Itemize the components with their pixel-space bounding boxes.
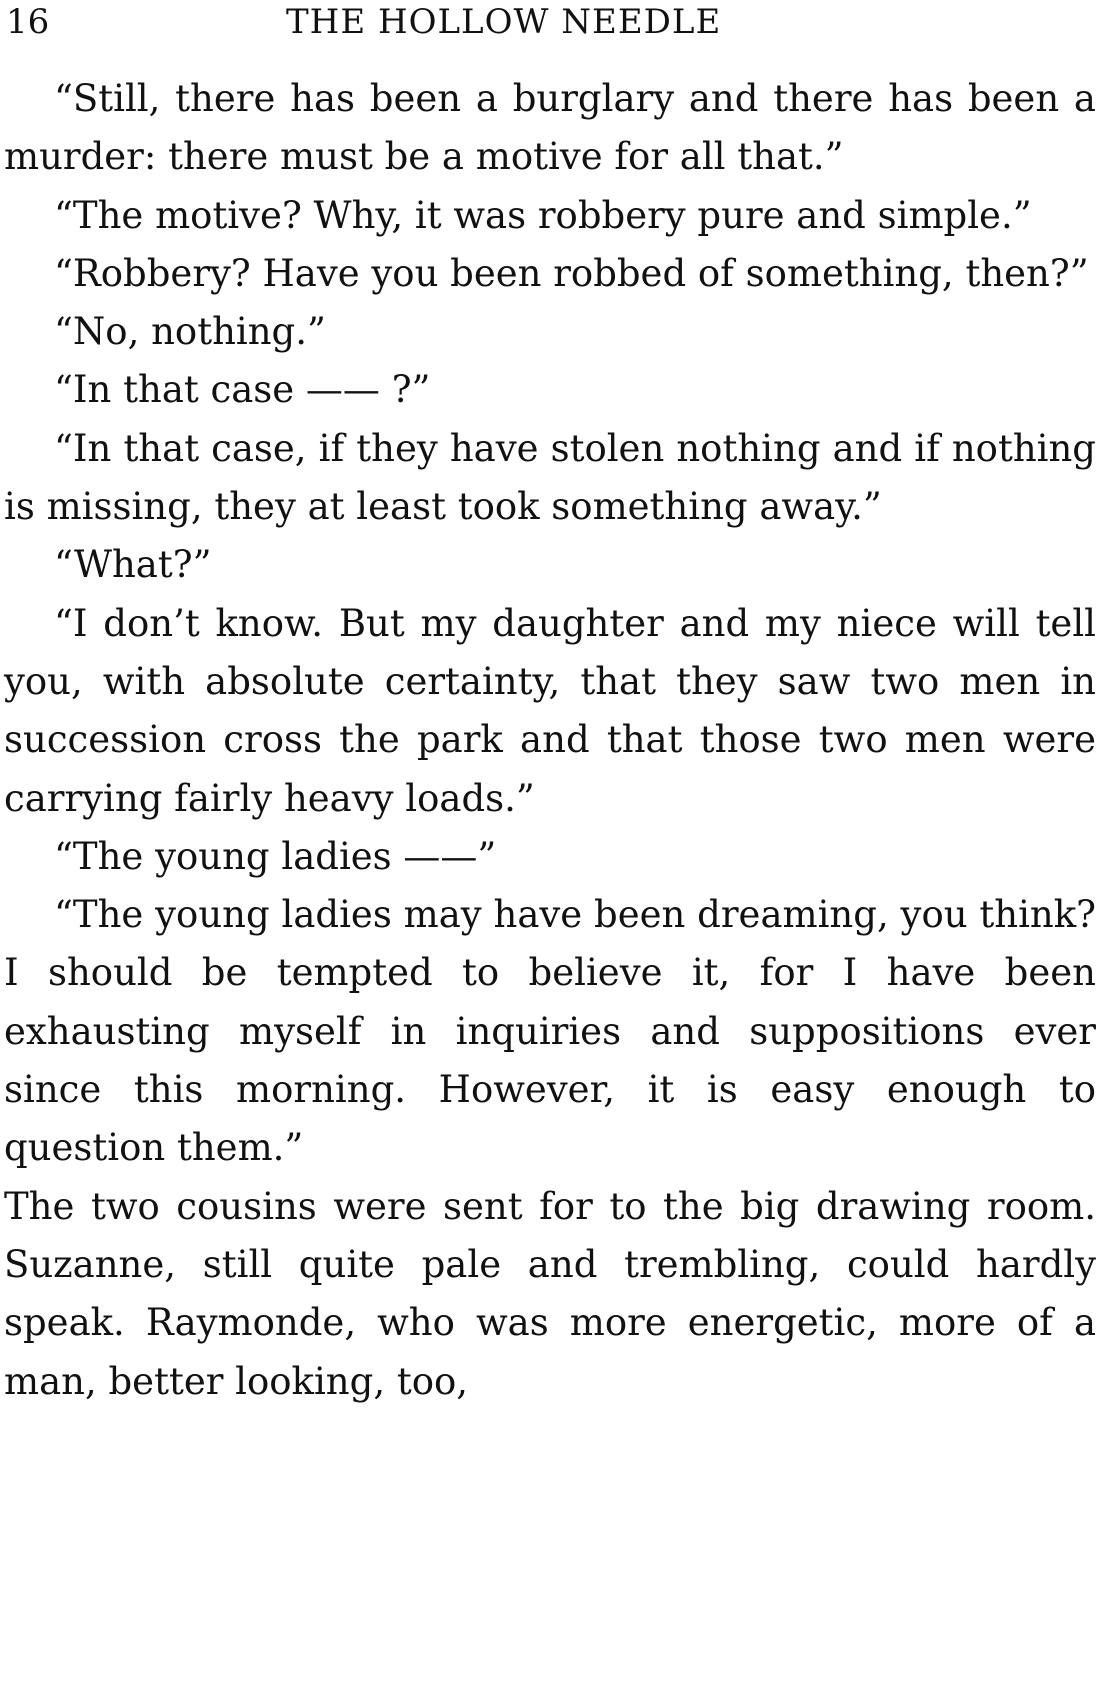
running-head	[6, 2, 1098, 42]
page-number: 16	[6, 2, 50, 42]
paragraph: “I don’t know. But my daughter and my niece will tell you, with absolute certainty, that they saw two men in succession cross the park and that those two men were carrying fairly heavy loads.”	[4, 601, 1096, 820]
paragraph: “The young ladies may have been dreaming, you think? I should be tempted to believe it, for I have been exhausting myself in inquiries and suppositions ever since this morning. However, it is easy enough to question them.”	[4, 893, 1096, 1170]
paragraph: “The young ladies ——”	[54, 834, 497, 878]
paragraph: “The motive? Why, it was robbery pure and simple.”	[54, 193, 1032, 237]
paragraph: The two cousins were sent for to the big drawing room. Suzanne, still quite pale and trembling, could hardly speak. Raymonde, who was more energetic, more of a man, better looking, too,	[4, 1184, 1096, 1403]
paragraph: “Still, there has been a burglary and there has been a murder: there must be a motive for all that.”	[4, 77, 1096, 179]
body-text	[4, 70, 1096, 1411]
paragraph: “Robbery? Have you been robbed of something, then?”	[54, 251, 1089, 295]
paragraph: “What?”	[54, 543, 212, 587]
paragraph: “In that case, if they have stolen nothing and if nothing is missing, they at least took something away.”	[4, 426, 1096, 529]
running-title: THE HOLLOW NEEDLE	[286, 2, 722, 42]
paragraph: “No, nothing.”	[54, 310, 326, 354]
paragraph: “In that case —— ?”	[54, 368, 431, 412]
